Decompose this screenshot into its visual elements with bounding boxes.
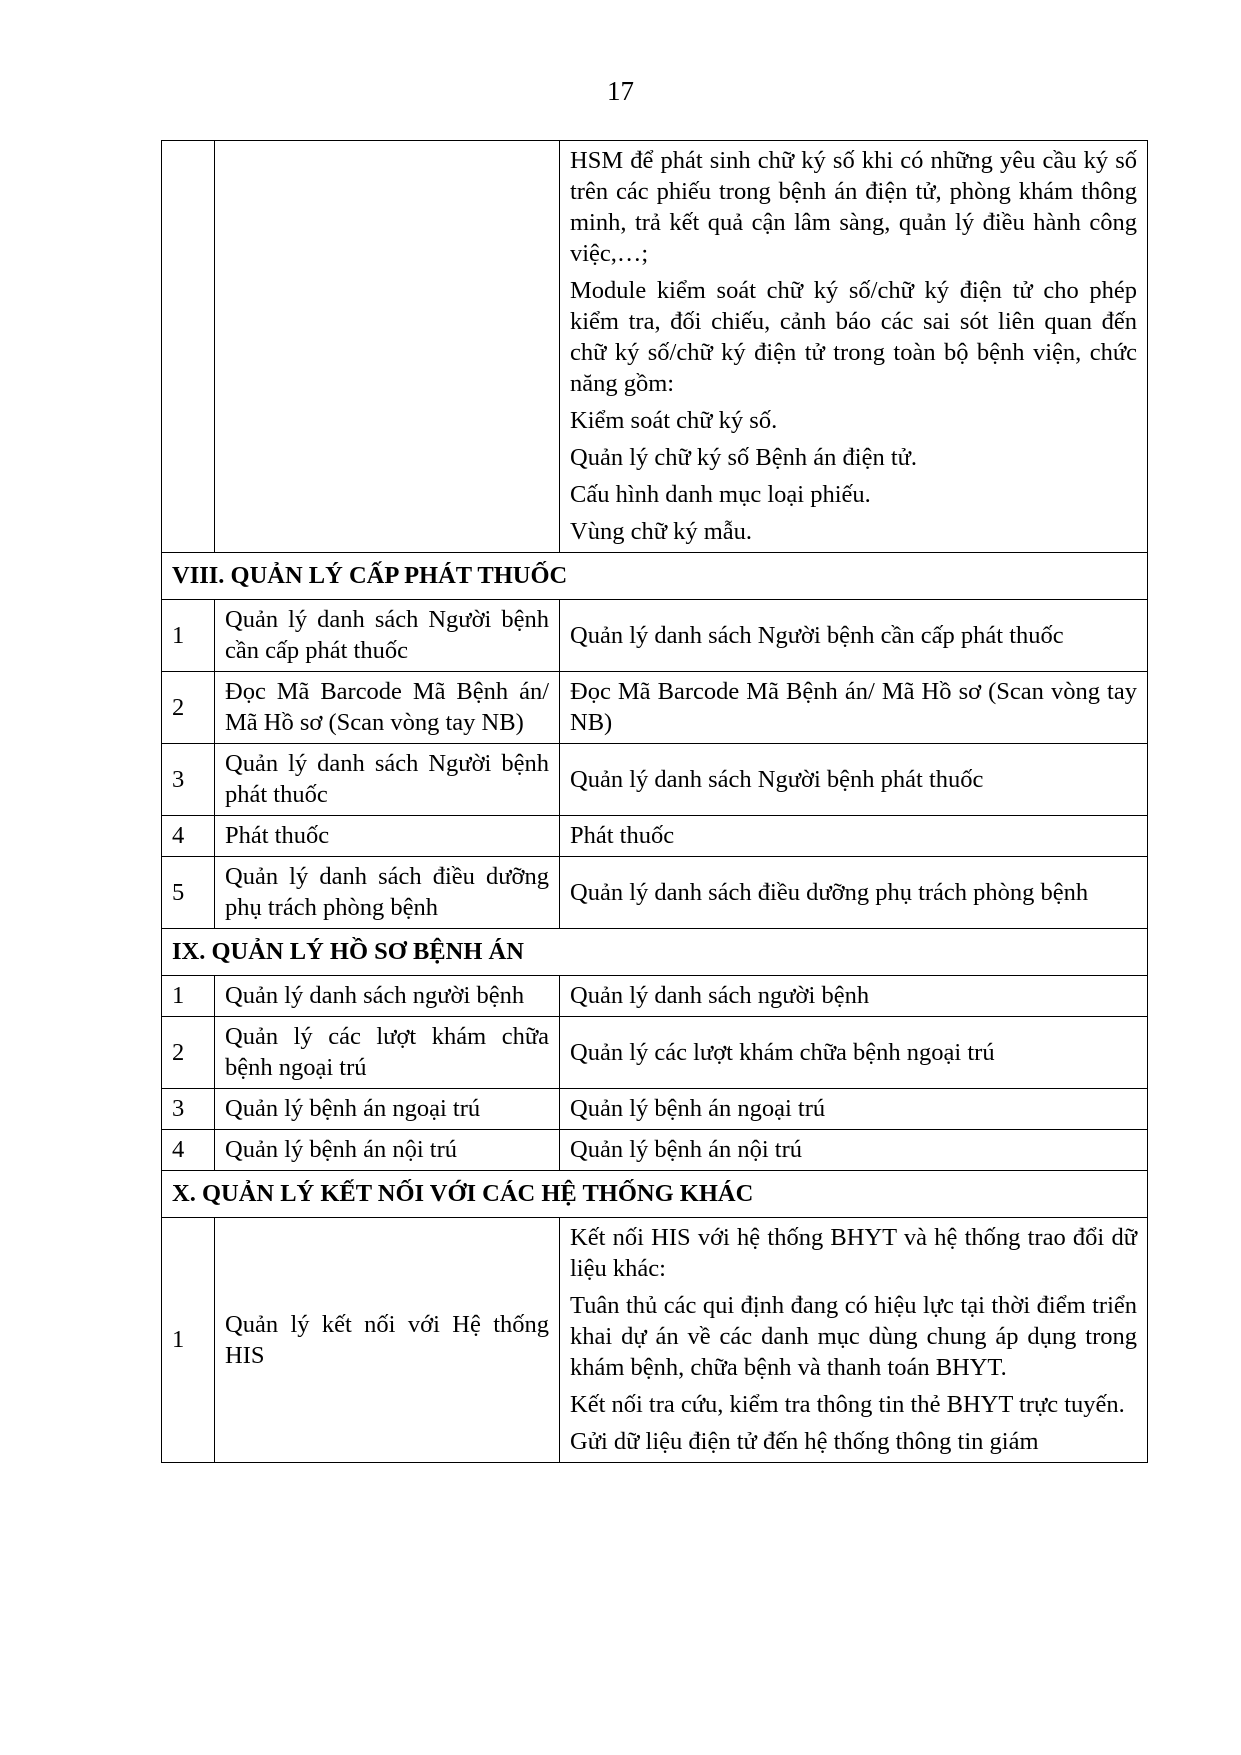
function-name: Phát thuốc	[215, 816, 560, 857]
description-paragraph: Quản lý danh sách Người bệnh phát thuốc	[570, 765, 984, 793]
description-paragraph: Quản lý danh sách điều dưỡng phụ trách phòng bệnh	[570, 878, 1089, 906]
function-name: Quản lý danh sách Người bệnh phát thuốc	[215, 744, 560, 816]
function-description	[560, 1089, 1148, 1130]
table-row	[162, 816, 1148, 857]
function-description-cell	[560, 141, 1148, 553]
row-number: 2	[162, 672, 215, 744]
specification-table	[161, 140, 1148, 1463]
section-header-row	[162, 1171, 1148, 1218]
row-number: 1	[162, 600, 215, 672]
description-paragraph: Quản lý chữ ký số Bệnh án điện tử.	[570, 444, 918, 471]
description-paragraph: Quản lý các lượt khám chữa bệnh ngoại trú	[570, 1038, 995, 1066]
function-description	[560, 976, 1148, 1017]
function-name: Quản lý bệnh án nội trú	[215, 1130, 560, 1171]
row-number-cell	[162, 141, 215, 553]
description-paragraph: Quản lý danh sách Người bệnh cần cấp phát thuốc	[570, 621, 1064, 649]
description-paragraph: HSM để phát sinh chữ ký số khi có những yêu cầu ký số trên các phiếu trong bệnh án điện tử, phòng khám thông minh, trả kết quả cận lâm sàng, quản lý điều hành công việc,…;	[570, 147, 1137, 267]
function-name: Đọc Mã Barcode Mã Bệnh án/ Mã Hồ sơ (Scan vòng tay NB)	[215, 672, 560, 744]
table-row	[162, 1017, 1148, 1089]
function-name: Quản lý danh sách Người bệnh cần cấp phát thuốc	[215, 600, 560, 672]
section-header-row	[162, 929, 1148, 976]
table-row	[162, 744, 1148, 816]
table-row	[162, 141, 1148, 553]
description-paragraph: Đọc Mã Barcode Mã Bệnh án/ Mã Hồ sơ (Scan vòng tay NB)	[570, 678, 1137, 736]
row-number: 2	[162, 1017, 215, 1089]
description-paragraph: Kiểm soát chữ ký số.	[570, 407, 778, 434]
page-number: 17	[607, 76, 634, 106]
table-row	[162, 672, 1148, 744]
function-description	[560, 1130, 1148, 1171]
function-name: Quản lý danh sách người bệnh	[215, 976, 560, 1017]
row-number: 4	[162, 816, 215, 857]
table-row	[162, 1218, 1148, 1463]
section-title: X. QUẢN LÝ KẾT NỐI VỚI CÁC HỆ THỐNG KHÁC	[162, 1171, 1148, 1218]
table-row	[162, 1089, 1148, 1130]
row-number: 1	[162, 976, 215, 1017]
function-description	[560, 857, 1148, 929]
function-description	[560, 816, 1148, 857]
table-row	[162, 600, 1148, 672]
description-paragraph: Phát thuốc	[570, 822, 675, 849]
function-description	[560, 600, 1148, 672]
description-paragraph: Tuân thủ các qui định đang có hiệu lực tại thời điểm triển khai dự án về các danh mục dùng chung áp dụng trong khám bệnh, chữa bệnh và thanh toán BHYT.	[570, 1292, 1137, 1381]
section-header-row	[162, 553, 1148, 600]
description-paragraph: Module kiểm soát chữ ký số/chữ ký điện tử cho phép kiểm tra, đối chiếu, cảnh báo các sai sót liên quan đến chữ ký số/chữ ký điện tử trong toàn bộ bệnh viện, chức năng gồm:	[570, 277, 1137, 397]
function-name-cell	[215, 141, 560, 553]
table-row	[162, 857, 1148, 929]
function-name: Quản lý các lượt khám chữa bệnh ngoại trú	[215, 1017, 560, 1089]
function-description	[560, 672, 1148, 744]
row-number: 1	[162, 1218, 215, 1463]
description-paragraph: Quản lý bệnh án nội trú	[570, 1136, 803, 1163]
description-paragraph: Kết nối HIS với hệ thống BHYT và hệ thống trao đổi dữ liệu khác:	[570, 1224, 1137, 1282]
description-paragraph: Kết nối tra cứu, kiểm tra thông tin thẻ BHYT trực tuyến.	[570, 1391, 1125, 1418]
row-number: 5	[162, 857, 215, 929]
table-row	[162, 1130, 1148, 1171]
row-number: 4	[162, 1130, 215, 1171]
function-name: Quản lý bệnh án ngoại trú	[215, 1089, 560, 1130]
function-description	[560, 744, 1148, 816]
row-number: 3	[162, 744, 215, 816]
description-paragraph: Cấu hình danh mục loại phiếu.	[570, 481, 871, 508]
section-title: VIII. QUẢN LÝ CẤP PHÁT THUỐC	[162, 553, 1148, 600]
function-description	[560, 1218, 1148, 1463]
function-name: Quản lý danh sách điều dưỡng phụ trách phòng bệnh	[215, 857, 560, 929]
description-paragraph: Quản lý danh sách người bệnh	[570, 982, 870, 1009]
row-number: 3	[162, 1089, 215, 1130]
function-name: Quản lý kết nối với Hệ thống HIS	[215, 1218, 560, 1463]
description-paragraph: Vùng chữ ký mẫu.	[570, 518, 753, 545]
table-row	[162, 976, 1148, 1017]
function-description	[560, 1017, 1148, 1089]
description-paragraph: Quản lý bệnh án ngoại trú	[570, 1095, 826, 1122]
description-paragraph: Gửi dữ liệu điện tử đến hệ thống thông tin giám	[570, 1428, 1039, 1455]
section-title: IX. QUẢN LÝ HỒ SƠ BỆNH ÁN	[162, 929, 1148, 976]
